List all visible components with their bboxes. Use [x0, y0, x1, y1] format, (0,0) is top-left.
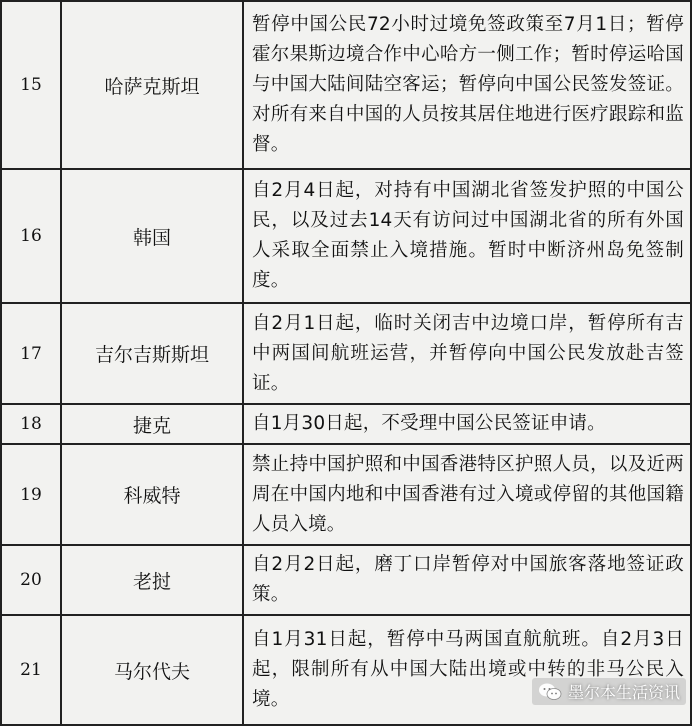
row-number: 20 [1, 545, 61, 615]
measure-text: 自1月30日起，不受理中国公民签证申请。 [243, 404, 691, 444]
row-number: 16 [1, 169, 61, 303]
table-row [1, 1, 691, 169]
measure-text: 自2月4日起，对持有中国湖北省签发护照的中国公民，以及过去14天有访问过中国湖北省的所有外国人采取全面禁止入境措施。暂时中断济州岛免签制度。 [243, 169, 691, 303]
row-number: 21 [1, 615, 61, 725]
measure-text: 自2月1日起，临时关闭吉中边境口岸，暂停所有吉中两国间航班运营，并暂停向中国公民发放赴吉签证。 [243, 303, 691, 404]
table-row [1, 444, 691, 545]
row-number: 17 [1, 303, 61, 404]
measure-text: 自2月2日起，磨丁口岸暂停对中国旅客落地签证政策。 [243, 545, 691, 615]
measure-text: 暂停中国公民72小时过境免签政策至7月1日；暂停霍尔果斯边境合作中心哈方一侧工作；暂时停运哈国与中国大陆间陆空客运；暂停向中国公民签发签证。对所有来自中国的人员按其居住地进行医疗跟踪和监督。 [243, 1, 691, 169]
country-name: 捷克 [61, 404, 243, 444]
measure-text: 自1月31日起，暂停中马两国直航航班。自2月3日起，限制所有从中国大陆出境或中转的非马公民入境。 [243, 615, 691, 725]
measure-text: 禁止持中国护照和中国香港特区护照人员，以及近两周在中国内地和中国香港有过入境或停留的其他国籍人员入境。 [243, 444, 691, 545]
row-number: 19 [1, 444, 61, 545]
wechat-icon [538, 682, 562, 702]
row-number: 15 [1, 1, 61, 169]
country-name: 老挝 [61, 545, 243, 615]
country-name: 哈萨克斯坦 [61, 1, 243, 169]
watermark-text: 墨尔本生活资讯 [567, 683, 680, 702]
table-row [1, 303, 691, 404]
country-name: 马尔代夫 [61, 615, 243, 725]
watermark [532, 678, 686, 705]
country-name: 韩国 [61, 169, 243, 303]
table-row [1, 169, 691, 303]
row-number: 18 [1, 404, 61, 444]
country-name: 科威特 [61, 444, 243, 545]
country-name: 吉尔吉斯斯坦 [61, 303, 243, 404]
table-row [1, 404, 691, 444]
table-row [1, 545, 691, 615]
